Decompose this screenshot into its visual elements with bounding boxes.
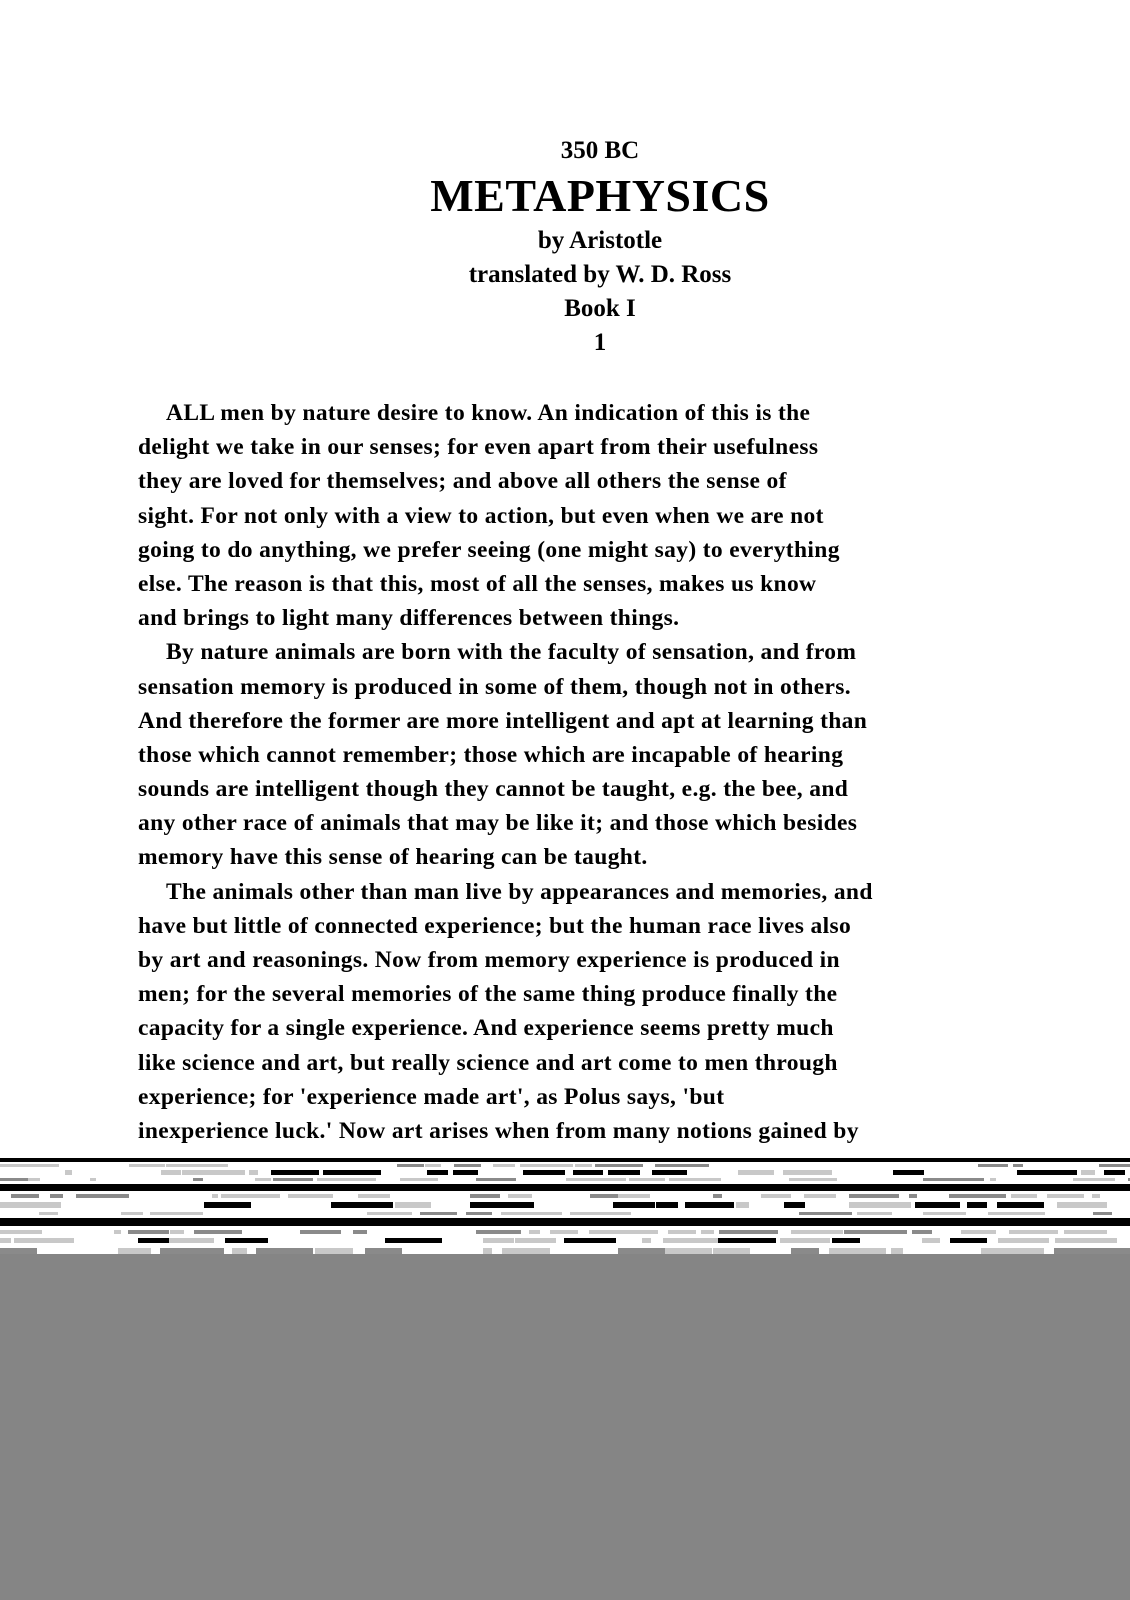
document-title: METAPHYSICS — [430, 170, 770, 221]
noise-fragment — [397, 1164, 424, 1167]
paragraph-3-line: experience; for 'experience made art', as Polus says, 'but — [138, 1083, 725, 1110]
paragraph-1-line: going to do anything, we prefer seeing (one might say) to everything — [138, 536, 840, 563]
noise-fragment — [114, 1230, 121, 1234]
noise-fragment — [128, 1230, 169, 1234]
noise-fragment — [629, 1178, 665, 1181]
noise-fragment — [300, 1230, 341, 1234]
noise-fragment — [1013, 1164, 1023, 1167]
paragraph-2-line: And therefore the former are more intelligent and apt at learning than — [138, 707, 868, 734]
noise-fragment — [608, 1170, 640, 1175]
document-body — [138, 396, 968, 1148]
author-line: by Aristotle — [537, 227, 663, 254]
noise-fragment — [685, 1202, 734, 1208]
noise-fragment — [923, 1212, 966, 1215]
noise-fragment — [425, 1164, 441, 1167]
noise-fragment — [1047, 1194, 1084, 1198]
noise-fragment — [0, 1178, 28, 1181]
noise-fragment — [1009, 1230, 1058, 1234]
noise-fragment — [613, 1202, 655, 1208]
noise-fragment — [1073, 1178, 1115, 1181]
noise-fragment — [317, 1178, 376, 1181]
noise-fragment — [550, 1230, 578, 1234]
noise-fragment — [738, 1170, 774, 1175]
document-header — [0, 134, 1130, 360]
noise-fragment — [791, 1230, 843, 1234]
noise-fragment — [0, 1202, 61, 1208]
noise-fragment — [669, 1178, 721, 1181]
paragraph-3-line: inexperience luck.' Now art arises when from many notions gained by — [138, 1117, 859, 1144]
paragraph-1-line: else. The reason is that this, most of all the senses, makes us know — [138, 570, 817, 597]
noise-fragment — [923, 1178, 984, 1181]
noise-fragment — [76, 1194, 129, 1198]
noise-fragment — [476, 1230, 521, 1234]
noise-fragment — [138, 1238, 169, 1243]
noise-fragment — [427, 1170, 448, 1175]
noise-fragment — [1092, 1194, 1100, 1198]
paragraph-2-line: those which cannot remember; those which are incapable of hearing — [138, 741, 844, 768]
paragraph-3-line: capacity for a single experience. And experience seems pretty much — [138, 1015, 834, 1042]
noise-fragment — [849, 1194, 899, 1198]
noise-fragment — [454, 1164, 481, 1167]
noise-fragment — [161, 1170, 181, 1175]
paragraph-1-line: ALL men by nature desire to know. An indication of this is the — [166, 400, 811, 426]
noise-fragment — [50, 1194, 63, 1198]
noise-fragment — [483, 1238, 514, 1243]
paragraph-2-line: memory have this sense of hearing can be taught. — [138, 844, 648, 871]
book-heading: Book I — [564, 295, 636, 322]
noise-fragment — [799, 1212, 852, 1215]
paragraph-1-line: they are loved for themselves; and above all others the sense of — [138, 468, 787, 495]
noise-fragment — [529, 1230, 540, 1234]
noise-fragment — [832, 1238, 860, 1243]
noise-fragment — [523, 1170, 565, 1175]
noise-fragment — [470, 1202, 534, 1208]
noise-fragment — [212, 1194, 218, 1198]
noise-fragment — [28, 1178, 40, 1181]
noise-fragment — [1011, 1194, 1037, 1198]
noise-fragment — [655, 1164, 709, 1167]
noise-fragment — [65, 1170, 72, 1175]
noise-fragment — [508, 1194, 532, 1198]
paragraph-3-line: like science and art, but really science and art come to men through — [138, 1049, 838, 1076]
noise-fragment — [420, 1212, 457, 1215]
noise-fragment — [922, 1238, 940, 1243]
noise-fragment — [961, 1230, 996, 1234]
noise-fragment — [575, 1164, 592, 1167]
noise-fragment — [271, 1170, 319, 1175]
noise-fragment — [783, 1170, 832, 1175]
date-line: 350 BC — [560, 137, 640, 164]
noise-fragment — [121, 1212, 143, 1215]
noise-fragment — [353, 1230, 367, 1234]
paragraph-2-line: By nature animals are born with the faculty of sensation, and from — [166, 639, 857, 666]
noise-fragment — [466, 1212, 492, 1215]
noise-fragment — [150, 1212, 203, 1215]
noise-fragment — [170, 1230, 184, 1234]
noise-fragment — [595, 1164, 643, 1167]
noise-fragment — [1017, 1170, 1077, 1175]
noise-fragment — [618, 1194, 650, 1198]
paragraph-2-line: any other race of animals that may be like it; and those which besides — [138, 810, 858, 837]
noise-fragment — [225, 1238, 268, 1243]
noise-fragment — [501, 1212, 562, 1215]
noise-fragment — [564, 1238, 616, 1243]
section-number: 1 — [593, 329, 607, 356]
noise-fragment — [1093, 1212, 1112, 1215]
scan-distortion-band — [0, 1158, 1130, 1256]
noise-fragment — [997, 1202, 1044, 1208]
noise-fragment — [912, 1230, 932, 1234]
noise-fragment — [652, 1170, 687, 1175]
blank-scan-area — [0, 1254, 1130, 1600]
noise-fragment — [566, 1178, 626, 1181]
noise-fragment — [453, 1170, 478, 1175]
noise-fragment — [1099, 1164, 1130, 1167]
paragraph-2-line: sensation memory is produced in some of them, though not in others. — [138, 673, 852, 700]
noise-fragment — [515, 1238, 556, 1243]
noise-fragment — [857, 1212, 892, 1215]
noise-fragment — [367, 1212, 412, 1215]
paragraph-3-line: have but little of connected experience; but the human race lives also — [138, 912, 852, 939]
noise-fragment — [14, 1238, 74, 1243]
noise-fragment — [169, 1238, 214, 1243]
noise-fragment — [204, 1202, 251, 1208]
noise-fragment — [493, 1164, 515, 1167]
noise-fragment — [323, 1170, 381, 1175]
noise-fragment — [1064, 1230, 1107, 1234]
noise-strip — [0, 1184, 1130, 1191]
noise-fragment — [358, 1194, 390, 1198]
noise-fragment — [849, 1202, 911, 1208]
noise-fragment — [718, 1238, 776, 1243]
noise-fragment — [988, 1212, 1045, 1215]
noise-fragment — [385, 1238, 442, 1243]
noise-fragment — [470, 1194, 500, 1198]
noise-fragment — [249, 1170, 258, 1175]
noise-fragment — [780, 1238, 830, 1243]
translator-line: translated by W. D. Ross — [468, 261, 732, 288]
noise-fragment — [950, 1238, 987, 1243]
paragraph-2-line: sounds are intelligent though they cannot be taught, e.g. the bee, and — [138, 776, 849, 803]
noise-fragment — [90, 1178, 96, 1181]
paragraph-1-line: delight we take in our senses; for even apart from their usefulness — [138, 434, 819, 461]
noise-fragment — [570, 1212, 631, 1215]
noise-fragment — [255, 1178, 271, 1181]
noise-fragment — [784, 1202, 805, 1208]
noise-fragment — [129, 1164, 165, 1167]
noise-fragment — [331, 1202, 393, 1208]
noise-fragment — [844, 1230, 907, 1234]
noise-fragment — [804, 1194, 836, 1198]
noise-fragment — [400, 1178, 438, 1181]
noise-fragment — [893, 1170, 924, 1175]
noise-fragment — [949, 1194, 1006, 1198]
noise-fragment — [1055, 1238, 1117, 1243]
noise-fragment — [288, 1194, 333, 1198]
noise-fragment — [656, 1202, 678, 1208]
paragraph-3-line: men; for the several memories of the same thing produce finally the — [138, 981, 838, 1008]
noise-fragment — [221, 1194, 280, 1198]
noise-fragment — [273, 1178, 313, 1181]
noise-fragment — [668, 1230, 696, 1234]
noise-fragment — [998, 1238, 1049, 1243]
noise-fragment — [573, 1170, 603, 1175]
noise-fragment — [193, 1178, 203, 1181]
noise-fragment — [609, 1230, 658, 1234]
noise-fragment — [0, 1230, 42, 1234]
noise-fragment — [967, 1202, 987, 1208]
noise-fragment — [915, 1202, 960, 1208]
noise-fragment — [194, 1230, 242, 1234]
noise-fragment — [909, 1194, 917, 1198]
noise-fragment — [395, 1202, 431, 1208]
noise-fragment — [182, 1170, 245, 1175]
noise-fragment — [719, 1230, 778, 1234]
noise-fragment — [0, 1238, 11, 1243]
noise-fragment — [978, 1164, 1008, 1167]
paragraph-1-line: sight. For not only with a view to action, but even when we are not — [138, 502, 824, 529]
noise-fragment — [789, 1178, 837, 1181]
noise-fragment — [713, 1194, 722, 1198]
paragraph-3-line: The animals other than man live by appearances and memories, and — [166, 878, 873, 905]
noise-strip — [0, 1158, 1130, 1162]
paragraph-3-line: by art and reasonings. Now from memory experience is produced in — [138, 947, 840, 973]
noise-fragment — [990, 1178, 996, 1181]
noise-fragment — [701, 1230, 714, 1234]
noise-fragment — [736, 1202, 749, 1208]
noise-fragment — [1104, 1170, 1125, 1175]
noise-fragment — [520, 1164, 573, 1167]
noise-fragment — [476, 1178, 516, 1181]
noise-strip — [0, 1218, 1130, 1226]
noise-fragment — [1081, 1170, 1095, 1175]
noise-fragment — [761, 1194, 791, 1198]
noise-fragment — [0, 1164, 59, 1167]
noise-fragment — [663, 1238, 718, 1243]
noise-fragment — [590, 1194, 618, 1198]
paragraph-1-line: and brings to light many differences between things. — [138, 605, 680, 632]
noise-fragment — [589, 1230, 609, 1234]
noise-fragment — [642, 1238, 651, 1243]
noise-fragment — [39, 1212, 58, 1215]
noise-fragment — [11, 1194, 39, 1198]
noise-fragment — [1057, 1202, 1107, 1208]
noise-fragment — [166, 1164, 228, 1167]
